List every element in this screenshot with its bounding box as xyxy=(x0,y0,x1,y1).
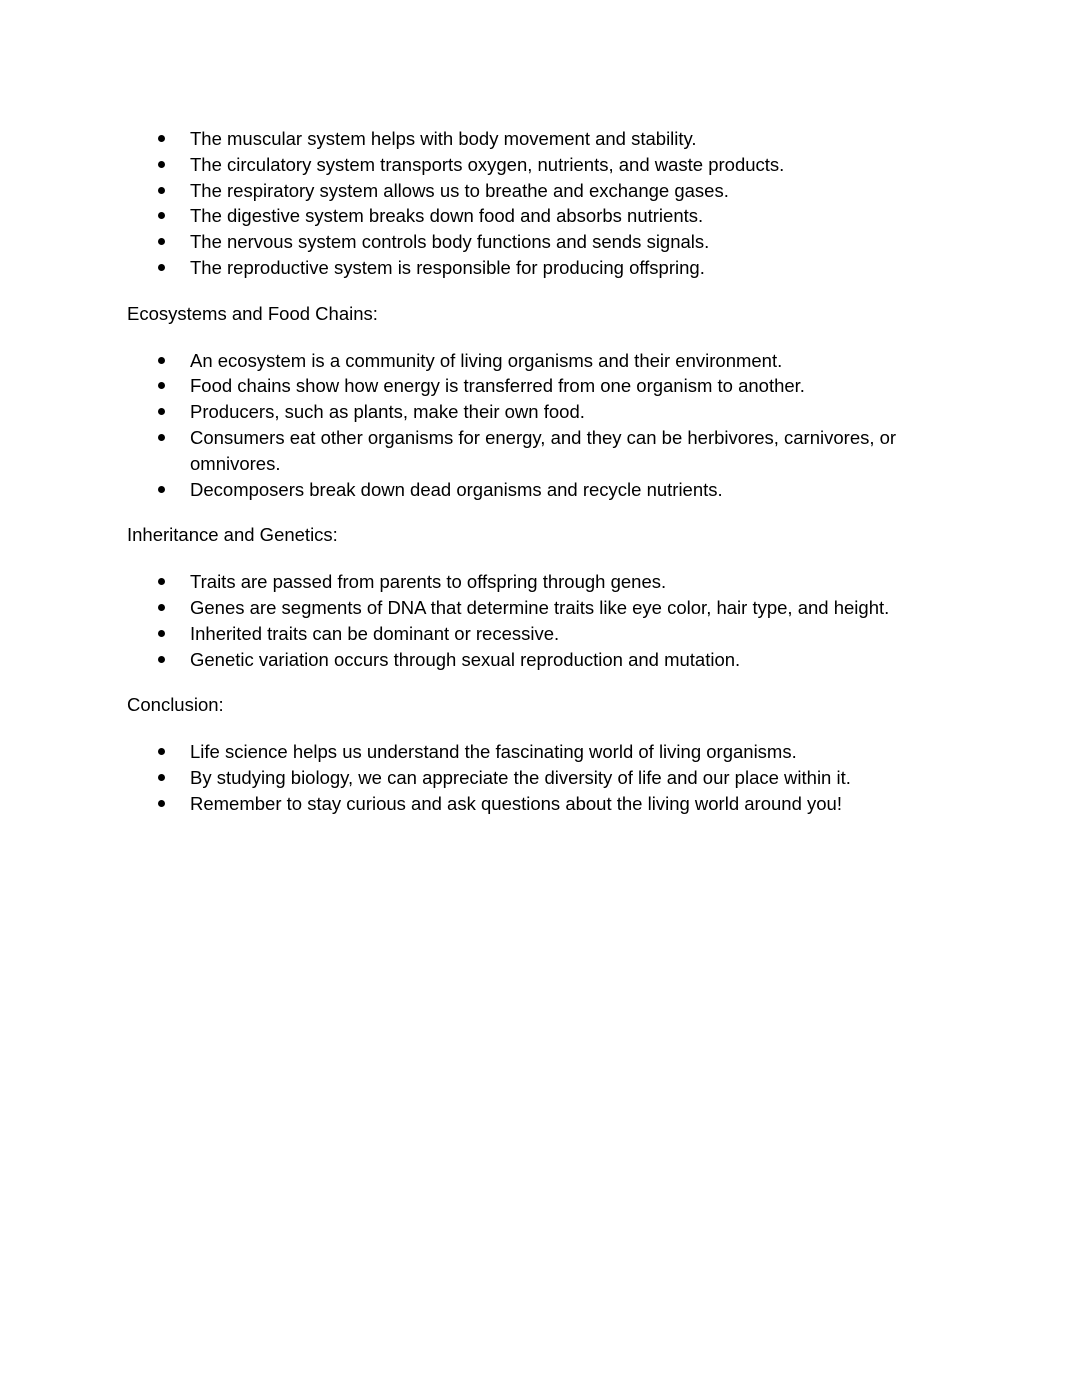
list-item-text: The respiratory system allows us to breathe and exchange gases. xyxy=(190,179,729,201)
body-systems-list xyxy=(127,126,947,281)
list-item xyxy=(127,621,947,647)
bullet-icon xyxy=(158,135,165,142)
list-item-text: An ecosystem is a community of living organisms and their environment. xyxy=(190,349,783,371)
list-item xyxy=(127,373,947,399)
list-item-text: The circulatory system transports oxygen, nutrients, and waste products. xyxy=(190,153,785,175)
list-item-text: Genes are segments of DNA that determine traits like eye color, hair type, and height. xyxy=(190,596,890,618)
bullet-icon xyxy=(158,578,165,585)
list-item xyxy=(127,425,947,477)
bullet-icon xyxy=(158,161,165,168)
list-item-text: The digestive system breaks down food and absorbs nutrients. xyxy=(190,205,704,227)
document-content xyxy=(127,126,947,817)
ecosystems-list xyxy=(127,348,947,503)
list-item xyxy=(127,791,947,817)
list-item-text: Genetic variation occurs through sexual reproduction and mutation. xyxy=(190,648,741,670)
bullet-icon xyxy=(158,630,165,637)
section-heading-conclusion: Conclusion: xyxy=(127,694,224,716)
bullet-icon xyxy=(158,774,165,781)
list-item xyxy=(127,152,947,178)
bullet-icon xyxy=(158,604,165,611)
list-item xyxy=(127,647,947,673)
list-item xyxy=(127,739,947,765)
list-item-text: Food chains show how energy is transferred from one organism to another. xyxy=(190,375,805,397)
bullet-icon xyxy=(158,382,165,389)
list-item xyxy=(127,229,947,255)
list-item xyxy=(127,203,947,229)
list-item-text: Remember to stay curious and ask questions about the living world around you! xyxy=(190,792,842,814)
bullet-icon xyxy=(158,238,165,245)
list-item-text: Traits are passed from parents to offspring through genes. xyxy=(190,571,667,593)
bullet-icon xyxy=(158,212,165,219)
bullet-icon xyxy=(158,748,165,755)
bullet-icon xyxy=(158,486,165,493)
section-heading-ecosystems: Ecosystems and Food Chains: xyxy=(127,302,378,324)
bullet-icon xyxy=(158,434,165,441)
genetics-list xyxy=(127,569,947,672)
bullet-icon xyxy=(158,408,165,415)
list-item-text: The reproductive system is responsible for producing offspring. xyxy=(190,256,705,278)
list-item xyxy=(127,255,947,281)
conclusion-list xyxy=(127,739,947,816)
list-item-text: The nervous system controls body functions and sends signals. xyxy=(190,231,710,253)
list-item-text: Life science helps us understand the fascinating world of living organisms. xyxy=(190,741,797,763)
list-item-text: Decomposers break down dead organisms and recycle nutrients. xyxy=(190,478,723,500)
section-heading-genetics: Inheritance and Genetics: xyxy=(127,524,338,546)
list-item xyxy=(127,569,947,595)
list-item xyxy=(127,399,947,425)
list-item-text: Inherited traits can be dominant or recessive. xyxy=(190,622,560,644)
bullet-icon xyxy=(158,264,165,271)
bullet-icon xyxy=(158,800,165,807)
list-item xyxy=(127,178,947,204)
list-item xyxy=(127,595,947,621)
list-item xyxy=(127,126,947,152)
bullet-icon xyxy=(158,656,165,663)
bullet-icon xyxy=(158,357,165,364)
list-item xyxy=(127,477,947,503)
list-item-text: Consumers eat other organisms for energy, and they can be herbivores, carnivores, or omnivores. xyxy=(190,426,897,474)
list-item-text: Producers, such as plants, make their own food. xyxy=(190,401,585,423)
list-item-text: The muscular system helps with body movement and stability. xyxy=(190,128,697,149)
bullet-icon xyxy=(158,187,165,194)
list-item xyxy=(127,348,947,374)
list-item-text: By studying biology, we can appreciate the diversity of life and our place within it. xyxy=(190,766,851,788)
list-item xyxy=(127,765,947,791)
